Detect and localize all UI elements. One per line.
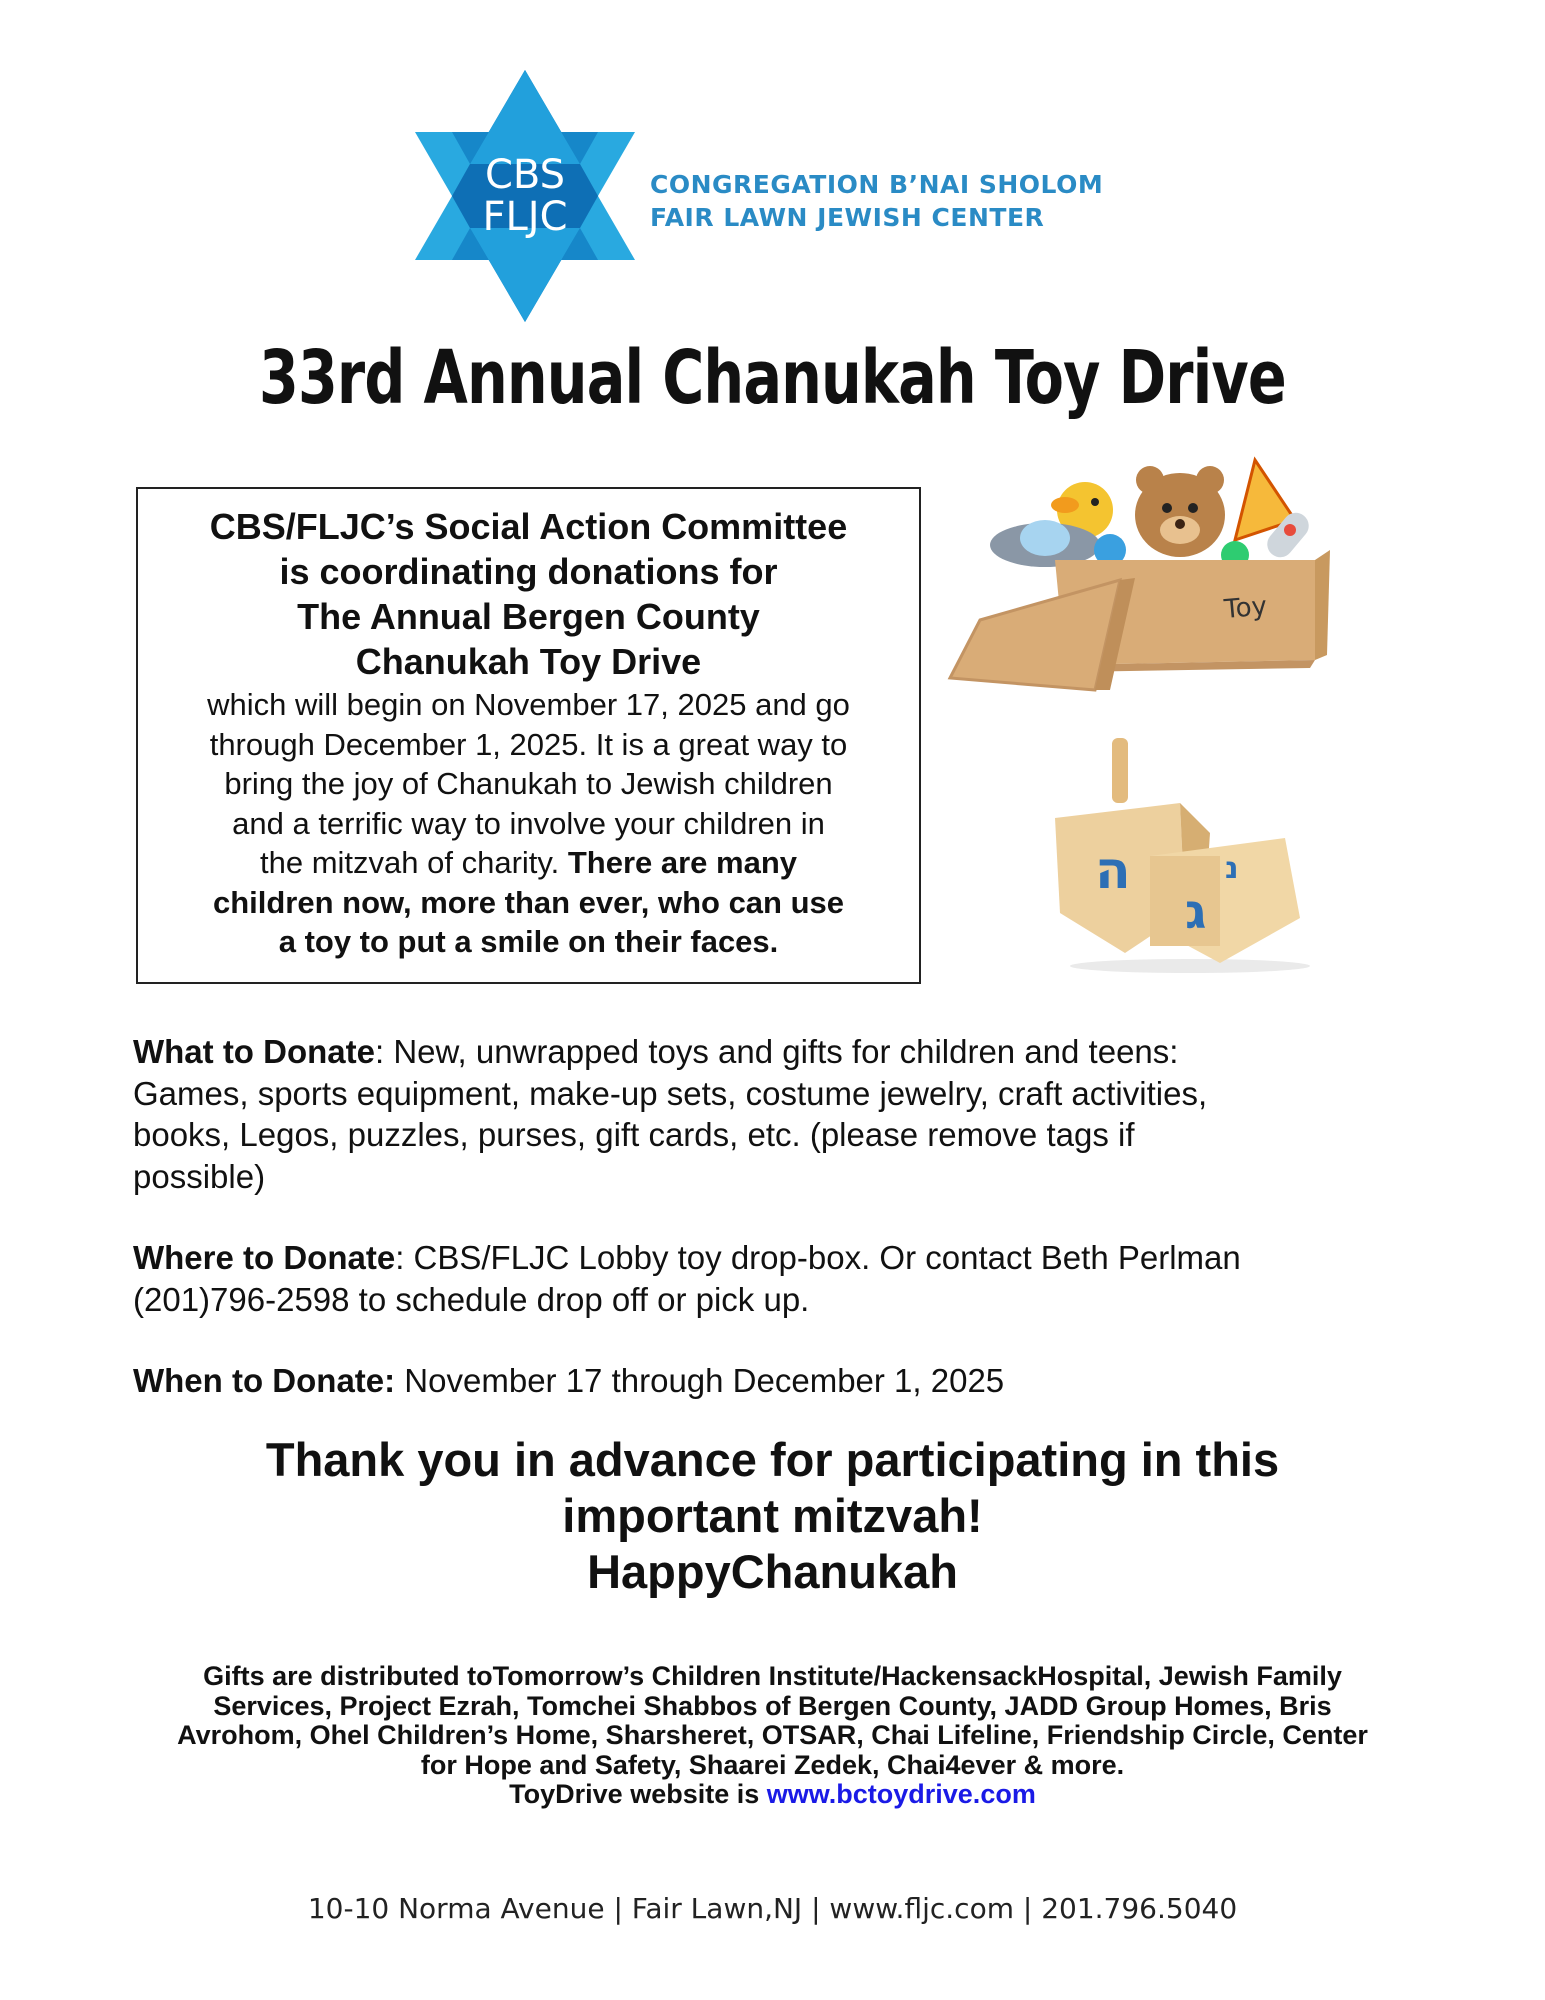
recipients-line: Gifts are distributed toTomorrow’s Children Institute/HackensackHospital, Jewish Family — [203, 1661, 1342, 1691]
intro-heading-line: CBS/FLJC’s Social Action Committee — [209, 506, 848, 547]
thank-you-line: important mitzvah! — [562, 1489, 983, 1542]
svg-text:ה: ה — [1095, 841, 1131, 901]
toydrive-website-link[interactable]: www.bctoydrive.com — [766, 1779, 1036, 1809]
intro-body-line: and a terrific way to involve your children in — [232, 805, 825, 841]
recipients-line: Services, Project Ezrah, Tomchei Shabbos of Bergen County, JADD Group Homes, Bris — [213, 1690, 1332, 1721]
thank-you-line: Thank you in advance for participating in this — [265, 1433, 1280, 1486]
intro-bold-line: children now, more than ever, who can use — [212, 884, 845, 920]
what-to-donate-label: What to Donate — [133, 1033, 375, 1070]
website-prefix: ToyDrive website is — [509, 1779, 767, 1809]
where-to-donate-text: : CBS/FLJC Lobby toy drop-box. Or contact Beth Perlman — [395, 1239, 1241, 1276]
org-name-line2: FAIR LAWN JEWISH CENTER — [650, 203, 1045, 232]
intro-heading-line: is coordinating donations for — [279, 551, 778, 592]
where-to-donate-label: Where to Donate — [133, 1239, 396, 1276]
intro-bold-line: a toy to put a smile on their faces. — [278, 924, 779, 959]
intro-heading-line: Chanukah Toy Drive — [355, 641, 702, 682]
when-to-donate-text: November 17 through December 1, 2025 — [395, 1362, 1005, 1399]
what-to-donate-text: Games, sports equipment, make-up sets, costume jewelry, craft activities, — [133, 1074, 1208, 1112]
logo-text-cbs: CBS — [484, 152, 566, 198]
what-to-donate-text: books, Legos, puzzles, purses, gift cards, etc. (please remove tags if — [133, 1116, 1135, 1153]
thank-you-message — [0, 1432, 1545, 1600]
dreidel-illustration — [1000, 738, 1330, 973]
intro-body-line: through December 1, 2025. It is a great way to — [209, 726, 848, 762]
intro-body-bold: There are many — [567, 845, 797, 880]
toy-box-illustration — [935, 450, 1355, 720]
svg-text:נ: נ — [1225, 851, 1239, 886]
intro-heading — [138, 504, 919, 684]
when-to-donate-section — [133, 1360, 1004, 1402]
where-to-donate-section — [133, 1237, 1241, 1320]
what-to-donate-text: : New, unwrapped toys and gifts for children and teens: — [374, 1033, 1179, 1070]
recipients-line: for Hope and Safety, Shaarei Zedek, Chai4ever & more. — [420, 1749, 1125, 1780]
organization-name — [650, 168, 1103, 234]
intro-body-line: which will begin on November 17, 2025 and go — [207, 687, 850, 722]
what-to-donate-text: possible) — [133, 1157, 266, 1195]
footer-contact: 10-10 Norma Avenue | Fair Lawn,NJ | www.fljc.com | 201.796.5040 — [307, 1892, 1238, 1925]
when-to-donate-label: When to Donate: — [133, 1362, 396, 1399]
star-of-david-logo — [415, 70, 635, 322]
recipients-list — [0, 1662, 1545, 1810]
intro-body-line — [158, 843, 899, 883]
where-to-donate-text: (201)796-2598 to schedule drop off or pick up. — [133, 1280, 810, 1318]
recipients-line: Avrohom, Ohel Children’s Home, Sharsheret, OTSAR, Chai Lifeline, Friendship Circle, Center — [177, 1720, 1368, 1750]
happy-chanukah: HappyChanukah — [587, 1545, 958, 1598]
intro-body-line: bring the joy of Chanukah to Jewish children — [224, 766, 833, 801]
intro-box — [136, 487, 921, 984]
org-name-line1: CONGREGATION B’NAI SHOLOM — [650, 170, 1104, 199]
intro-heading-line: The Annual Bergen County — [297, 596, 760, 637]
intro-body-plain: the mitzvah of charity. — [260, 845, 568, 880]
toy-box-label: Toy — [1222, 591, 1269, 625]
intro-body — [138, 685, 919, 962]
page-title: 33rd Annual Chanukah Toy Drive — [258, 335, 1286, 421]
svg-text:ג: ג — [1185, 884, 1207, 940]
logo-text-fljc: FLJC — [482, 194, 568, 240]
what-to-donate-section — [133, 1031, 1207, 1197]
